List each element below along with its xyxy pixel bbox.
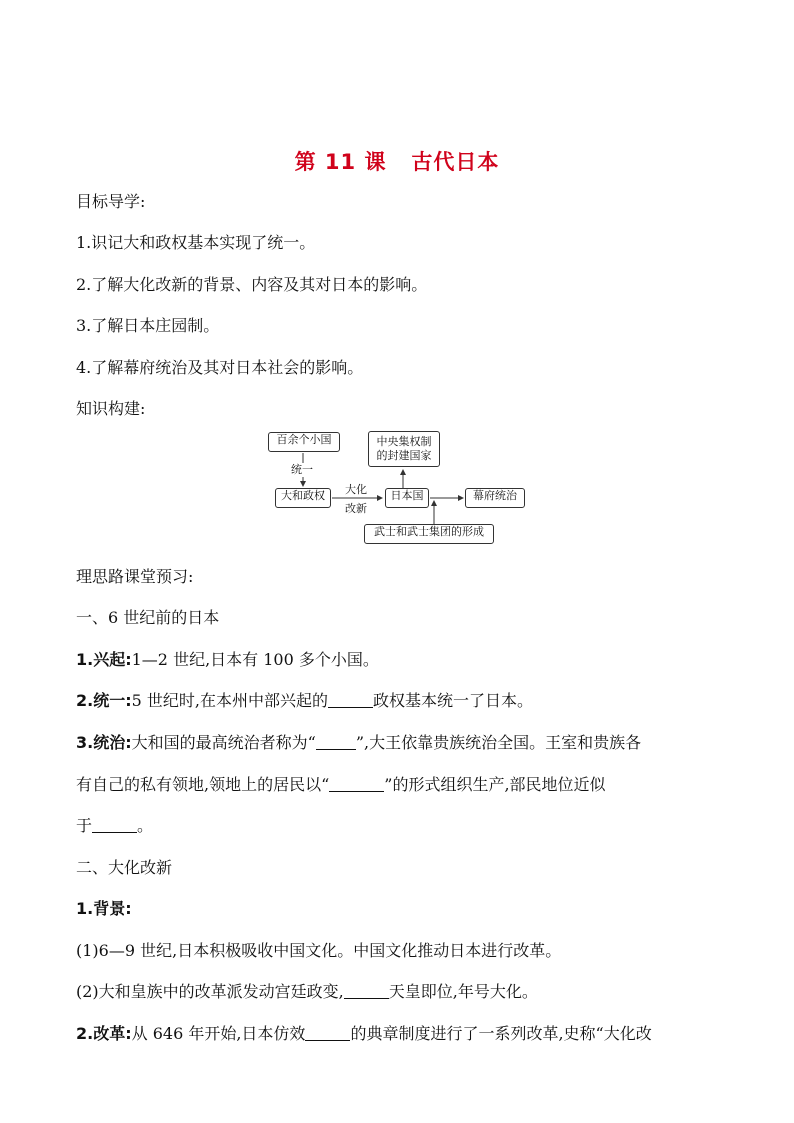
rise-label: 1.兴起: xyxy=(76,650,132,669)
reform-line xyxy=(76,1023,652,1045)
unify-text-a: 5 世纪时,在本州中部兴起的 xyxy=(131,691,328,710)
rule-label: 3.统治: xyxy=(76,733,132,752)
reform-text-a: 从 646 年开始,日本仿效 xyxy=(131,1024,306,1043)
fill-blank[interactable] xyxy=(329,775,384,792)
fill-blank[interactable] xyxy=(344,982,389,999)
label-unify: 统一 xyxy=(291,463,313,476)
rule-text-b: ”,大王依靠贵族统治全国。王室和贵族各 xyxy=(355,733,642,752)
bg-item-1: (1)6—9 世纪,日本积极吸收中国文化。中国文化推动日本进行改革。 xyxy=(76,941,562,960)
rule-line3-a: 于 xyxy=(76,816,93,835)
bg-item2-b: 天皇即位,年号大化。 xyxy=(388,982,538,1001)
goal-item: 1.识记大和政权基本实现了统一。 xyxy=(76,233,316,252)
section2-title: 二、大化改新 xyxy=(76,858,173,877)
rule-line2-b: ”的形式组织生产,部民地位近似 xyxy=(384,775,606,794)
knowledge-diagram xyxy=(262,428,537,548)
unify-line xyxy=(76,690,533,712)
box-central-state xyxy=(368,431,440,467)
central-line-1: 中央集权制 xyxy=(376,435,432,448)
label-taika-1: 大化 xyxy=(345,483,367,496)
box-small-states: 百余个小国 xyxy=(268,432,340,452)
page-title: 第 11 课 古代日本 xyxy=(294,150,500,174)
rule-text-a: 大和国的最高统治者称为“ xyxy=(131,733,316,752)
rule-line2-a: 有自己的私有领地,领地上的居民以“ xyxy=(76,775,330,794)
rule-line3-b: 。 xyxy=(137,816,154,835)
rule-line-3 xyxy=(76,815,153,837)
rule-line-1 xyxy=(76,732,641,754)
bg-label-line xyxy=(76,898,132,920)
preview-heading: 理思路课堂预习: xyxy=(76,567,194,586)
goals-heading: 目标导学: xyxy=(76,192,146,211)
bg-item-2 xyxy=(76,981,538,1003)
fill-blank[interactable] xyxy=(305,1024,350,1041)
central-line-2: 的封建国家 xyxy=(376,449,432,462)
reform-text-b: 的典章制度进行了一系列改革,史称“大化改 xyxy=(350,1024,652,1043)
unify-text-b: 政权基本统一了日本。 xyxy=(372,691,533,710)
label-taika-2: 改新 xyxy=(345,502,367,515)
goal-item: 4.了解幕府统治及其对日本社会的影响。 xyxy=(76,358,364,377)
rise-text: 1—2 世纪,日本有 100 多个小国。 xyxy=(131,650,379,669)
box-japan: 日本国 xyxy=(385,488,429,508)
box-shogunate: 幕府统治 xyxy=(465,488,525,508)
box-samurai: 武士和武士集团的形成 xyxy=(364,524,494,544)
rise-line xyxy=(76,649,379,671)
fill-blank[interactable] xyxy=(328,691,373,708)
box-yamato: 大和政权 xyxy=(275,488,331,508)
fill-blank[interactable] xyxy=(92,816,137,833)
rule-line-2 xyxy=(76,774,606,796)
bg-item2-a: (2)大和皇族中的改革派发动宫廷政变, xyxy=(76,982,344,1001)
bg-label: 1.背景: xyxy=(76,899,132,918)
knowledge-heading: 知识构建: xyxy=(76,399,146,418)
goal-item: 2.了解大化改新的背景、内容及其对日本的影响。 xyxy=(76,275,428,294)
unify-label: 2.统一: xyxy=(76,691,132,710)
reform-label: 2.改革: xyxy=(76,1024,132,1043)
fill-blank[interactable] xyxy=(316,733,356,750)
goal-item: 3.了解日本庄园制。 xyxy=(76,316,220,335)
section1-title: 一、6 世纪前的日本 xyxy=(76,608,220,627)
